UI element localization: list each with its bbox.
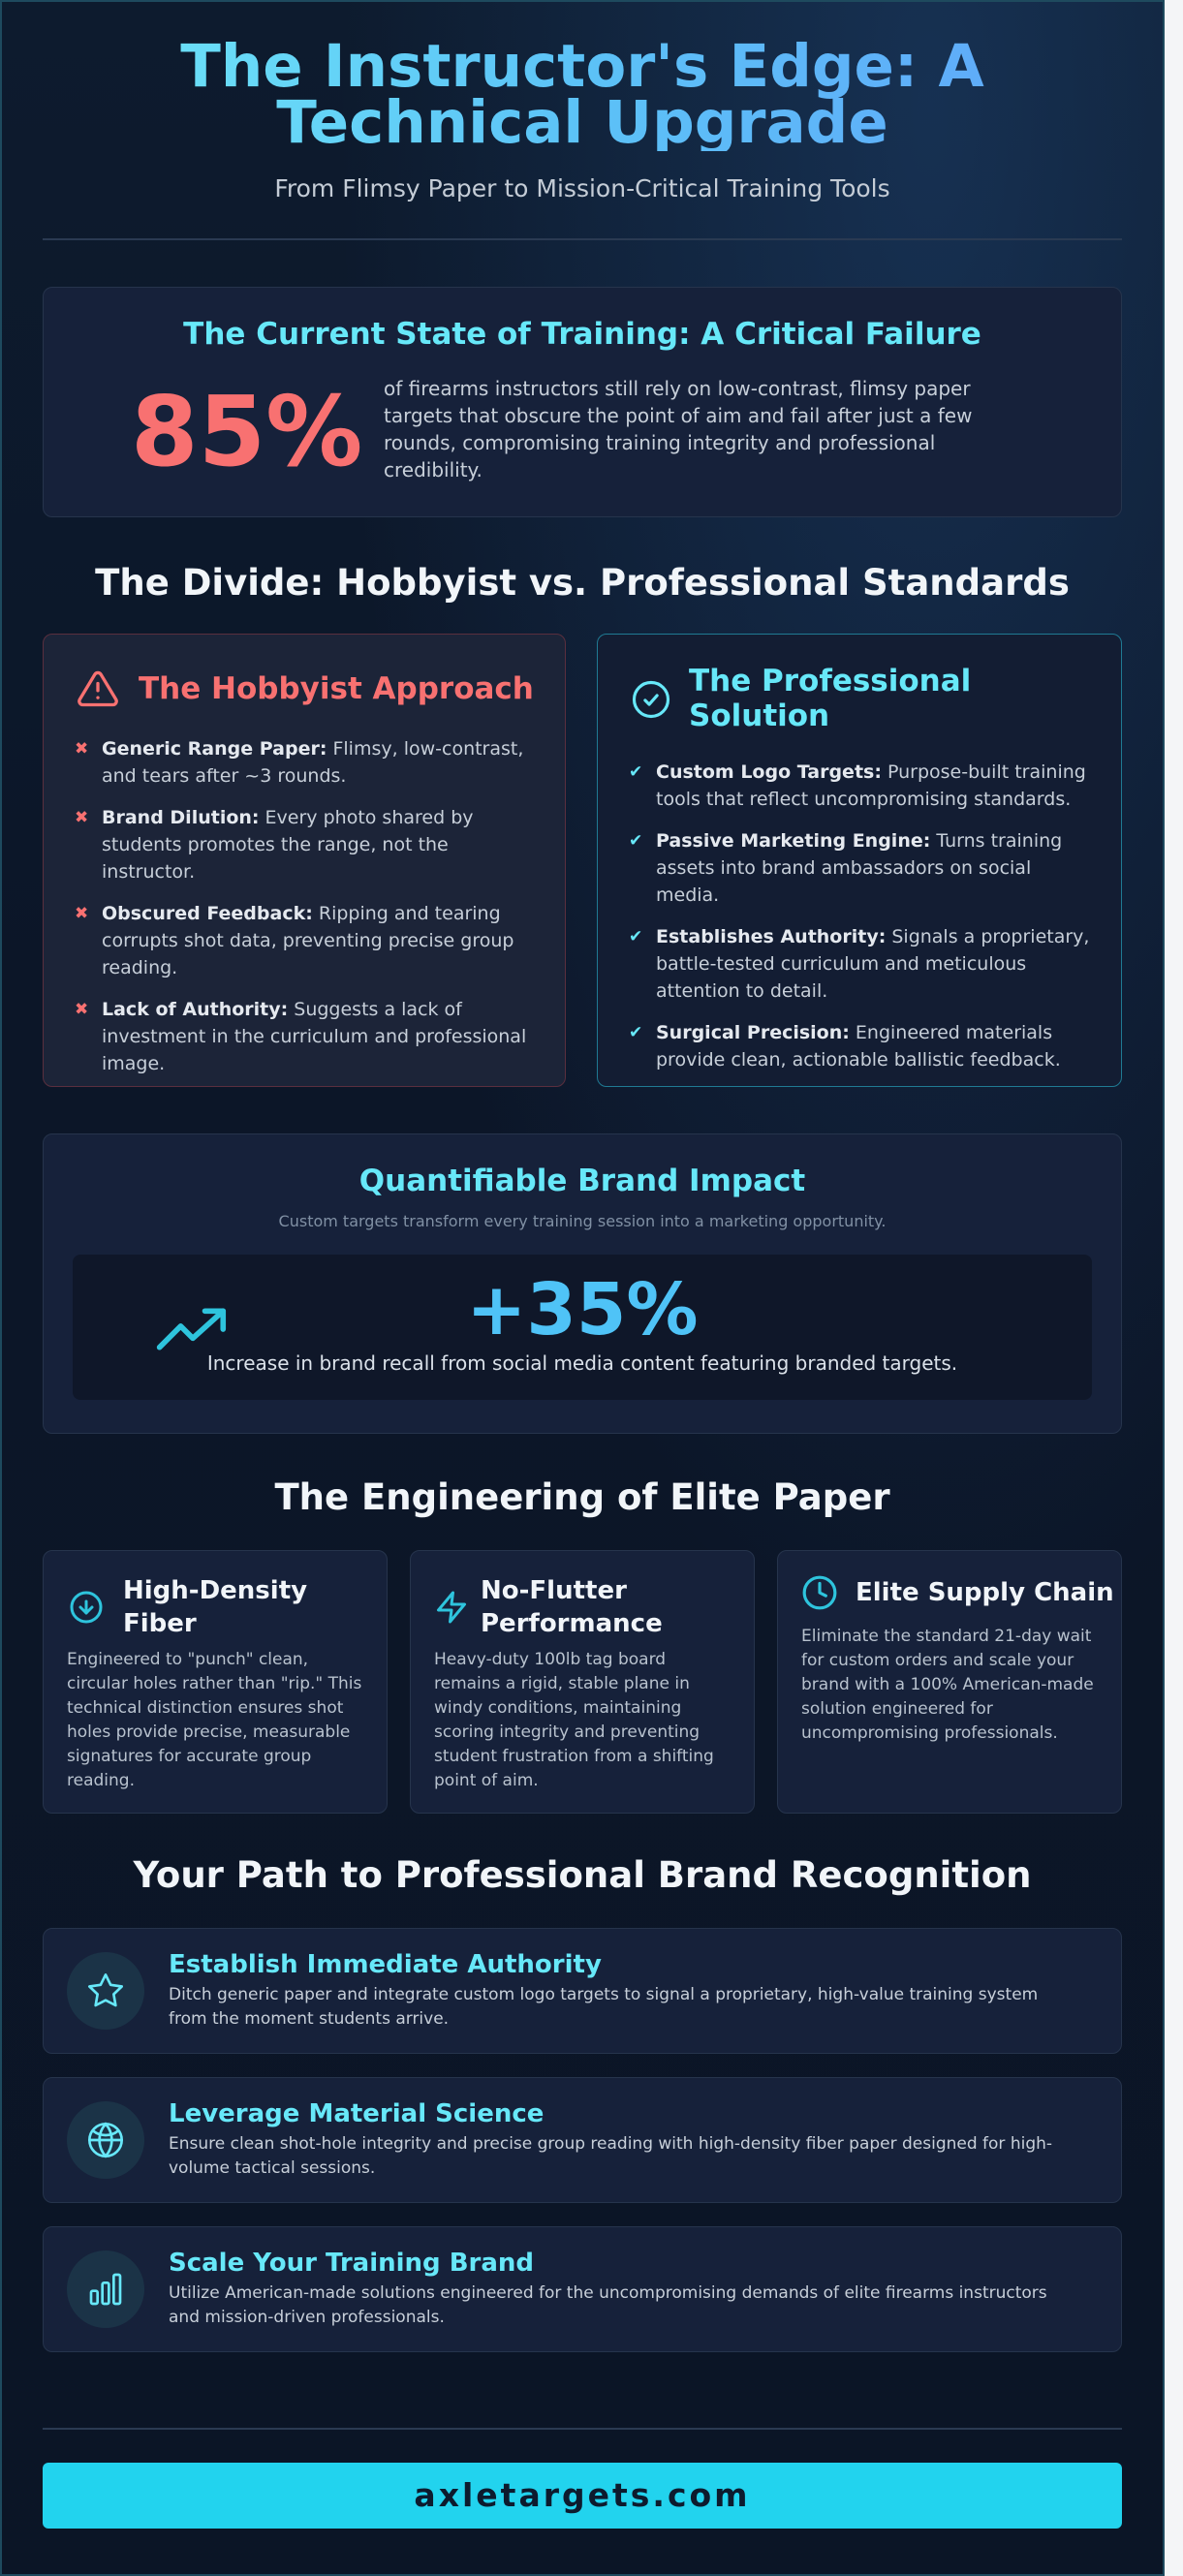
x-icon: ✖ (75, 808, 89, 827)
arrow-down-circle-icon (69, 1590, 104, 1625)
check-icon: ✔ (629, 927, 643, 947)
list-item: ✖ Obscured Feedback: Ripping and tearing corrupts shot data, preventing precise group reading. (75, 900, 530, 981)
path-item-title: Scale Your Training Brand (169, 2249, 535, 2278)
engineering-card (777, 1550, 1122, 1814)
x-icon: ✖ (75, 904, 89, 923)
stat-title: The Current State of Training: A Critical Failure (183, 317, 981, 352)
path-item (43, 2226, 1122, 2352)
path-item-description: Ditch generic paper and integrate custom logo targets to signal a proprietary, high-value training system from the moment students arrive. (169, 1985, 1039, 2029)
card-title: High-Density Fiber (123, 1576, 308, 1638)
hobbyist-card (43, 634, 566, 1087)
engineering-card (410, 1550, 755, 1814)
impact-card (43, 1133, 1122, 1434)
stat-description: of firearms instructors still rely on low-contrast, flimsy paper targets that obscure the point of aim and fail after just a few rounds, compromising training integrity and professional credibility. (384, 377, 973, 481)
path-item-description: Ensure clean shot-hole integrity and precise group reading with high-density fiber paper designed for high-volume tactical sessions. (169, 2134, 1053, 2178)
card-title: Elite Supply Chain (856, 1578, 1114, 1607)
card-title: No-Flutter Performance (481, 1576, 663, 1638)
path-item (43, 1928, 1122, 2054)
divider (43, 238, 1122, 240)
list-item: ✔ Custom Logo Targets: Purpose-built training tools that reflect uncompromising standards. (629, 759, 1092, 813)
engineering-card (43, 1550, 388, 1814)
path-item (43, 2077, 1122, 2203)
check-circle-icon (631, 679, 671, 720)
impact-highlight (73, 1255, 1092, 1400)
x-icon: ✖ (75, 1000, 89, 1019)
professional-list (629, 759, 1092, 1088)
card-description: Heavy-duty 100lb tag board remains a rigid, stable plane in windy conditions, maintaining scoring integrity and preventing student frustration from a shifting point of aim. (434, 1650, 714, 1790)
stat-card (43, 287, 1122, 517)
website-link[interactable]: axletargets.com (43, 2463, 1122, 2529)
list-item: ✔ Surgical Precision: Engineered materials provide clean, actionable ballistic feedback. (629, 1019, 1092, 1073)
footer-divider (43, 2428, 1122, 2430)
stat-value: 85% (131, 375, 363, 488)
hobbyist-list (75, 735, 530, 1092)
path-item-description: Utilize American-made solutions engineered for the uncompromising demands of elite firearms instructors and mission-driven professionals. (169, 2283, 1047, 2327)
page-subtitle: From Flimsy Paper to Mission-Critical Training Tools (274, 174, 890, 202)
check-icon: ✔ (629, 831, 643, 851)
impact-title: Quantifiable Brand Impact (358, 1164, 806, 1198)
page-title: The Instructor's Edge: A Technical Upgrade (43, 39, 1122, 151)
path-title: Your Path to Professional Brand Recognition (133, 1854, 1032, 1896)
globe-icon (67, 2101, 144, 2179)
list-item: ✖ Brand Dilution: Every photo shared by students promotes the range, not the instructor. (75, 804, 530, 885)
lightning-icon (434, 1590, 469, 1625)
x-icon: ✖ (75, 739, 89, 759)
check-icon: ✔ (629, 762, 643, 782)
professional-heading: The Professional Solution (689, 664, 972, 733)
card-description: Engineered to "punch" clean, circular holes rather than "rip." This technical distinction ensures shot holes provide precise, measurable signatures for accurate group reading. (67, 1650, 362, 1790)
impact-subtitle: Custom targets transform every training session into a marketing opportunity. (278, 1212, 887, 1230)
impact-value: +35% (466, 1268, 699, 1351)
professional-card (597, 634, 1122, 1087)
clock-icon (801, 1574, 838, 1611)
engineering-title: The Engineering of Elite Paper (274, 1476, 890, 1518)
path-item-title: Establish Immediate Authority (169, 1950, 602, 1979)
path-item-title: Leverage Material Science (169, 2099, 545, 2128)
list-item: ✔ Passive Marketing Engine: Turns training assets into brand ambassadors on social media. (629, 827, 1092, 909)
hobbyist-heading: The Hobbyist Approach (139, 671, 534, 706)
bar-chart-icon (67, 2250, 144, 2328)
card-description: Eliminate the standard 21-day wait for custom orders and scale your brand with a 100% American-made solution engineered for uncompromising professionals. (801, 1627, 1094, 1743)
list-item: ✔ Establishes Authority: Signals a proprietary, battle-tested curriculum and meticulous attention to detail. (629, 923, 1092, 1005)
list-item: ✖ Generic Range Paper: Flimsy, low-contrast, and tears after ~3 rounds. (75, 735, 530, 790)
list-item: ✖ Lack of Authority: Suggests a lack of investment in the curriculum and professional image. (75, 996, 530, 1077)
divide-title: The Divide: Hobbyist vs. Professional Standards (95, 562, 1070, 604)
impact-description: Increase in brand recall from social media content featuring branded targets. (206, 1351, 958, 1375)
check-icon: ✔ (629, 1023, 643, 1042)
warning-icon (77, 667, 119, 710)
star-icon (67, 1952, 144, 2030)
